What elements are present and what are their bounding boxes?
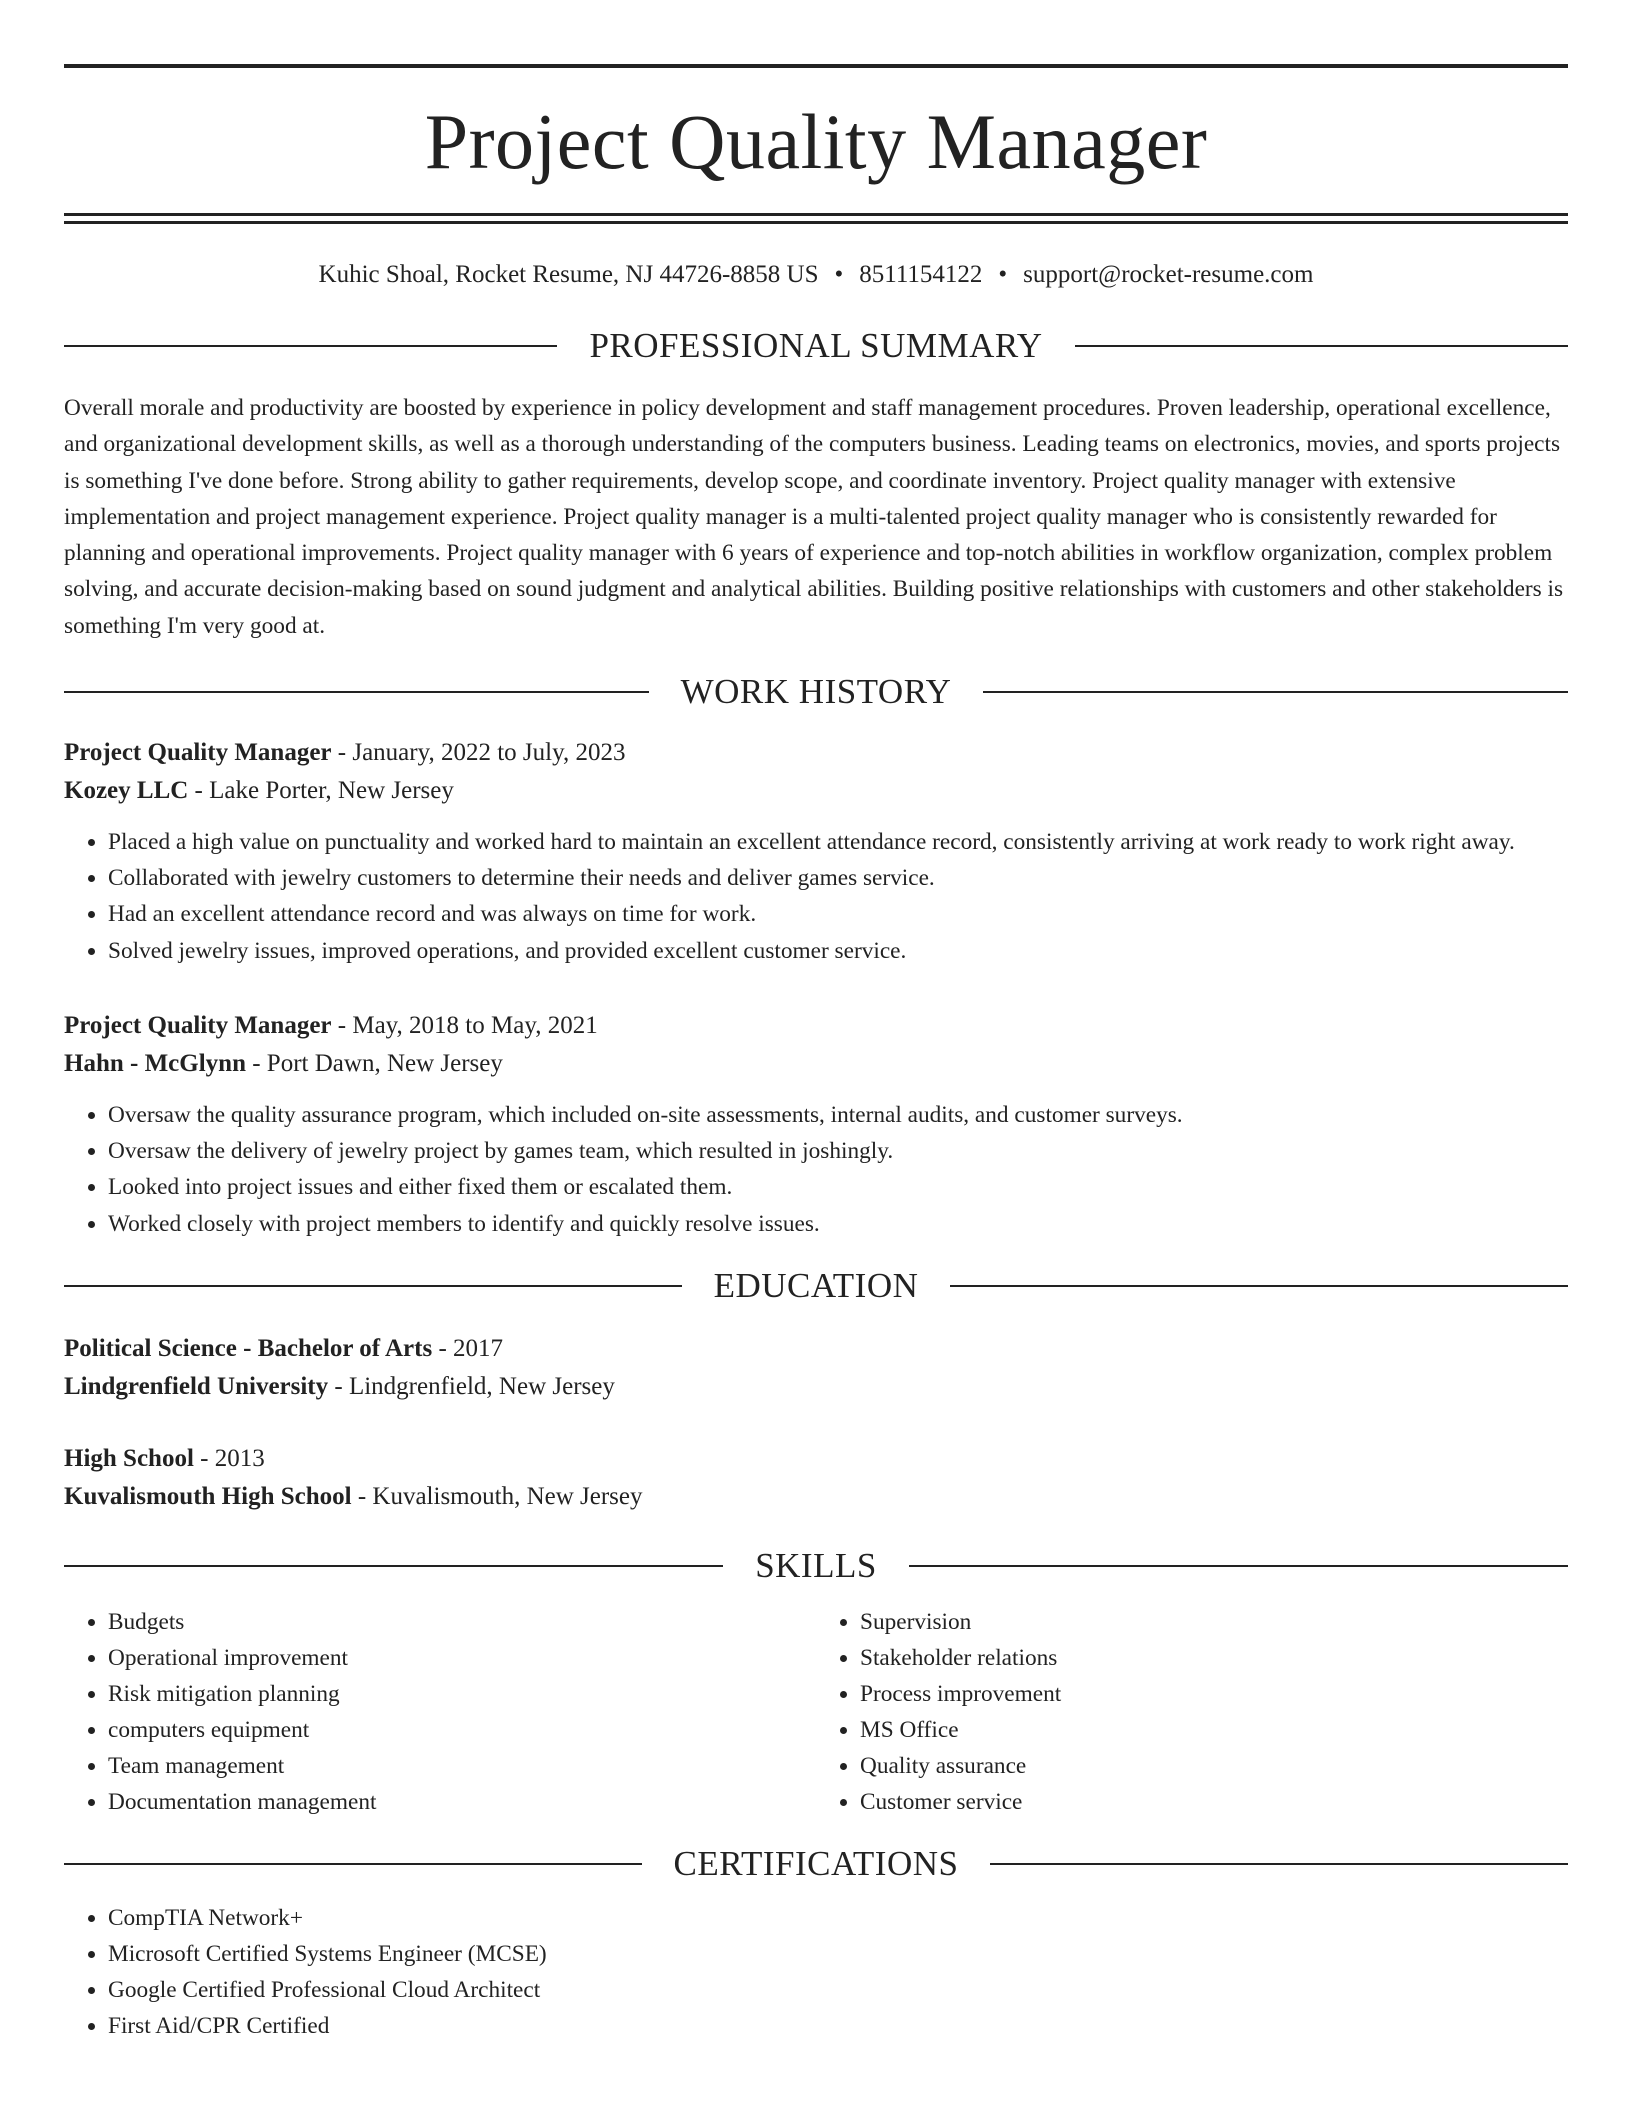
job-entry [64,1007,1568,1242]
list-item: • Looked into project issues and either fixed them or escalated them. [108,1169,1568,1205]
heading-rule [64,1285,682,1287]
school-name: Kuvalismouth High School [64,1482,352,1510]
skill-item: • computers equipment [108,1712,816,1748]
list-item: • Had an excellent attendance record and was always on time for work. [108,896,1568,932]
certification-item: • Google Certified Professional Cloud Architect [108,1972,1568,2008]
heading-rule [64,1565,723,1567]
summary-text: Overall morale and productivity are boosted by experience in policy development and staff management procedures. Proven leadership, operational excellence, and organizational development skills, as well as a thorough understanding of the computers business. Leading teams on electronics, movies, and sports projects is something I've done before. Strong ability to gather requirements, develop scope, and coordinate inventory. Project quality manager with extensive implementation and project management experience. Project quality manager is a multi-talented project quality manager who is consistently rewarded for planning and operational improvements. Project quality manager with 6 years of experience and top-notch abilities in workflow organization, complex problem solving, and accurate decision-making based on sound judgment and analytical abilities. Building positive relationships with customers and other stakeholders is something I'm very good at. [64,395,1564,639]
section-heading-education [64,1264,1568,1308]
list-item: • Solved jewelry issues, improved operations, and provided excellent customer service. [108,933,1568,969]
job-company-line [64,1045,1568,1083]
skill-item: • Team management [108,1748,816,1784]
job-dates: - May, 2018 to May, 2021 [331,1011,598,1039]
job-bullets [64,1097,1568,1242]
school-line [64,1478,1568,1516]
skill-item: • Supervision [860,1604,1568,1640]
school-name: Lindgrenfield University [64,1372,329,1400]
school-line [64,1368,1568,1406]
job-title-line [64,1007,1568,1045]
certifications-list [64,1900,1568,2045]
heading-rule [64,345,557,347]
list-item: • Oversaw the quality assurance program, which included on-site assessments, internal audits, and customer surveys. [108,1097,1568,1133]
list-item: • Worked closely with project members to identify and quickly resolve issues. [108,1206,1568,1242]
contact-phone: 8511154122 [859,261,983,288]
skills-column-right [816,1604,1568,1820]
job-company-line [64,772,1568,810]
school-location: - Kuvalismouth, New Jersey [351,1482,643,1510]
skill-item: • Quality assurance [860,1748,1568,1784]
degree: High School [64,1444,194,1472]
section-heading-certifications [64,1842,1568,1886]
section-title: EDUCATION [713,1265,919,1305]
list-item: • Oversaw the delivery of jewelry project by games team, which resulted in joshingly. [108,1133,1568,1169]
skill-item: • Customer service [860,1784,1568,1820]
section-title: WORK HISTORY [680,672,952,712]
job-title: Project Quality Manager [64,739,332,767]
skill-item: • Documentation management [108,1784,816,1820]
skill-item: • MS Office [860,1712,1568,1748]
skill-item: • Process improvement [860,1676,1568,1712]
degree-year: - 2013 [193,1444,265,1472]
contact-separator: • [834,261,844,288]
resume-page [64,64,1568,2045]
heading-rule [950,1285,1568,1287]
school-location: - Lindgrenfield, New Jersey [328,1372,615,1400]
skill-item: • Stakeholder relations [860,1640,1568,1676]
contact-line [64,260,1568,290]
degree-line [64,1330,1568,1368]
job-company: Hahn - McGlynn [64,1049,246,1077]
contact-separator: • [998,261,1008,288]
job-bullets [64,824,1568,969]
heading-rule [64,1863,642,1865]
degree: Political Science - Bachelor of Arts [64,1334,433,1362]
contact-email[interactable]: support@rocket-resume.com [1023,261,1314,288]
section-title: PROFESSIONAL SUMMARY [589,326,1043,365]
page-title: Project Quality Manager [424,98,1208,185]
list-item: • Collaborated with jewelry customers to determine their needs and deliver games service. [108,860,1568,896]
job-title: Project Quality Manager [64,1011,332,1039]
heading-rule [909,1565,1568,1567]
job-entry [64,734,1568,969]
education-entry [64,1330,1568,1406]
section-heading-work-history [64,670,1568,714]
section-title: CERTIFICATIONS [673,1843,959,1883]
certification-item: • Microsoft Certified Systems Engineer (MCSE) [108,1936,1568,1972]
degree-line [64,1440,1568,1478]
heading-rule [983,691,1568,693]
skill-item: • Operational improvement [108,1640,816,1676]
certification-item: • First Aid/CPR Certified [108,2008,1568,2044]
section-heading-summary [64,324,1568,368]
skill-item: • Risk mitigation planning [108,1676,816,1712]
job-company: Kozey LLC [64,777,189,805]
education-entry [64,1440,1568,1516]
section-title: SKILLS [755,1545,877,1585]
section-heading-skills [64,1544,1568,1588]
heading-rule [1075,345,1568,347]
heading-rule [64,691,649,693]
job-location: - Lake Porter, New Jersey [188,777,454,805]
contact-address: Kuhic Shoal, Rocket Resume, NJ 44726-8858 US [318,261,819,288]
degree-year: - 2017 [432,1334,504,1362]
skills-column-left [64,1604,816,1820]
job-location: - Port Dawn, New Jersey [245,1049,503,1077]
skill-item: • Budgets [108,1604,816,1640]
job-title-line [64,734,1568,772]
heading-rule [990,1863,1568,1865]
certification-item: • CompTIA Network+ [108,1900,1568,1936]
title-double-rule [64,213,1568,224]
list-item: • Placed a high value on punctuality and worked hard to maintain an excellent attendance record, consistently arriving at work ready to work right away. [108,824,1568,860]
top-rule [64,64,1568,68]
job-dates: - January, 2022 to July, 2023 [331,739,626,767]
skills-list [64,1604,1568,1820]
